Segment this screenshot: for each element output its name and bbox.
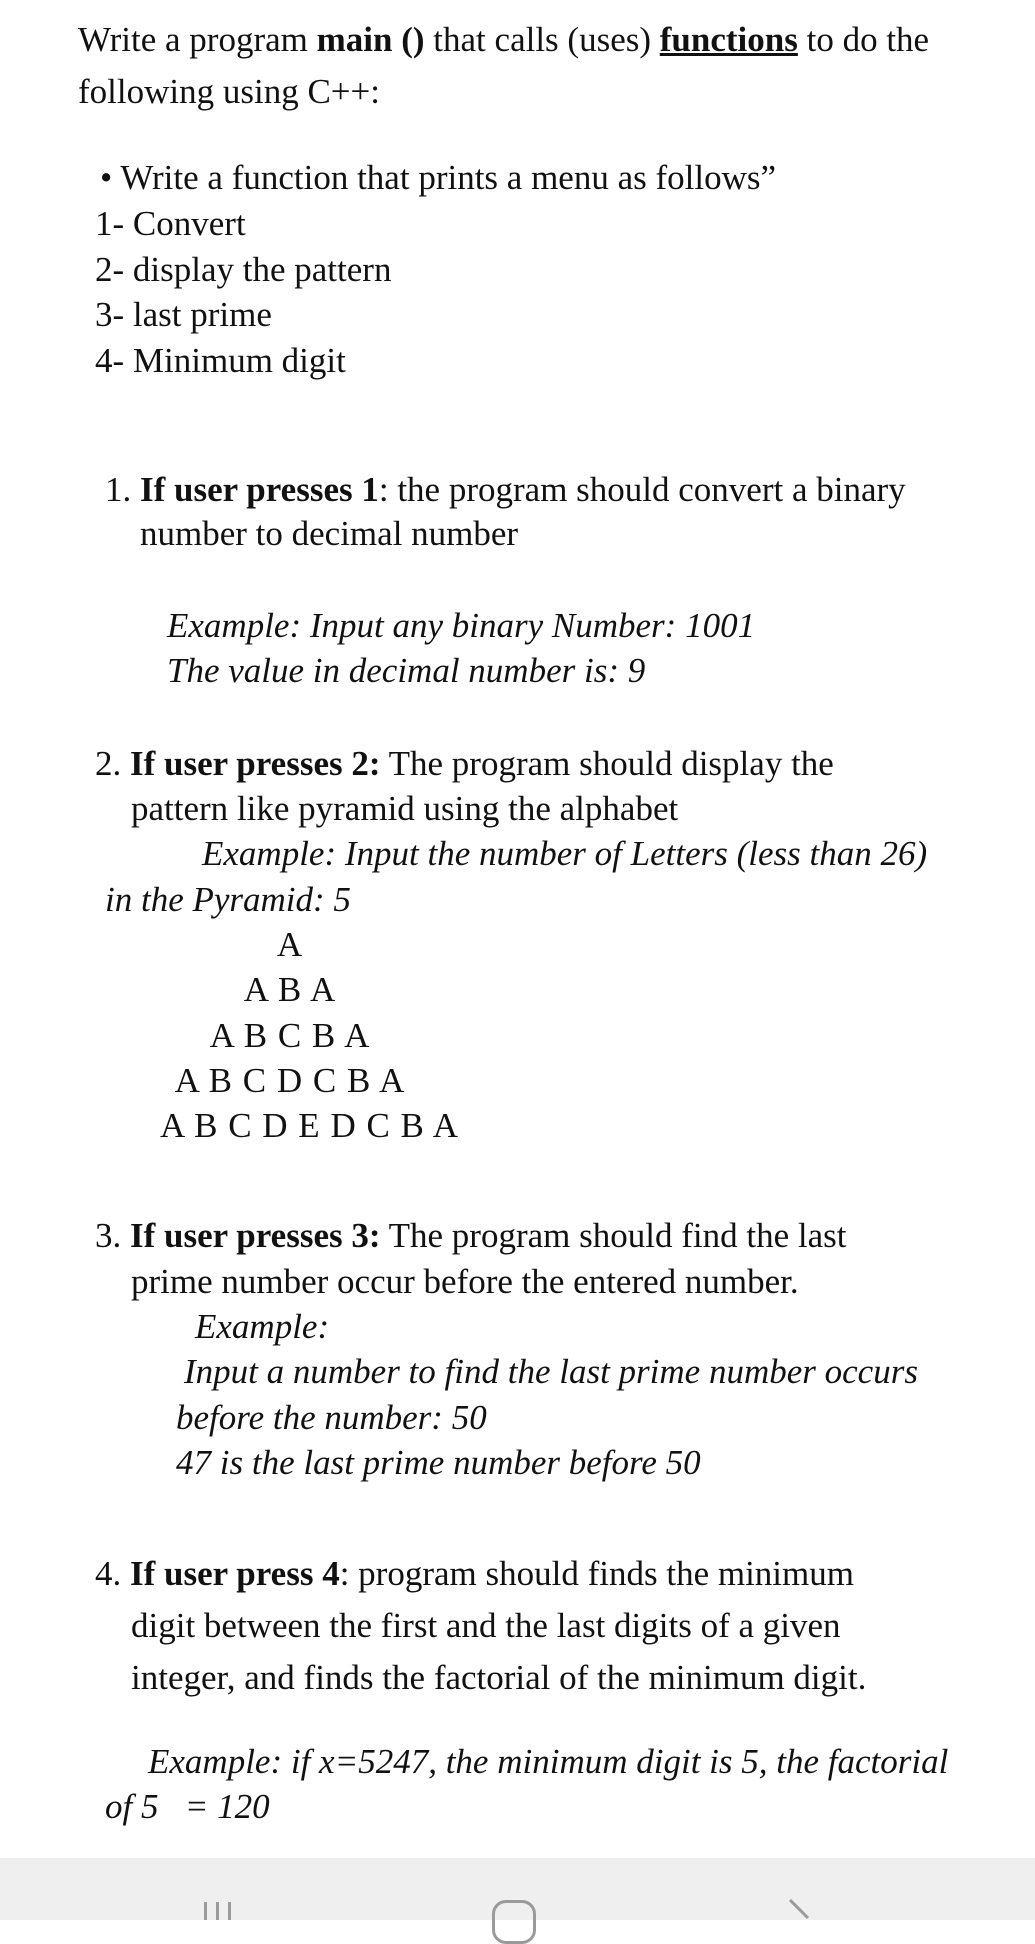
menu-item: 2- display the pattern: [95, 250, 392, 289]
functions-keyword: functions: [659, 20, 798, 59]
menu-item: 1- Convert: [95, 204, 246, 243]
section-text: The program should find the last: [380, 1216, 847, 1255]
section-1-line-2: number to decimal number: [140, 514, 519, 553]
main-keyword: main (): [316, 20, 425, 59]
menu-item: 3- last prime: [95, 295, 272, 334]
section-1-heading: [105, 468, 906, 512]
section-text: : program should finds the minimum: [339, 1554, 854, 1593]
intro-text: to do the: [797, 20, 930, 59]
menu-bullet-text: Write a function that prints a menu as follows”: [120, 158, 777, 197]
recent-apps-icon[interactable]: [202, 1902, 244, 1920]
section-2-example-1: Example: Input the number of Letters (less than 26): [202, 834, 928, 873]
navigation-bar: [0, 1858, 1035, 1920]
section-bold-text: If user presses 2:: [130, 744, 381, 783]
section-2-line-2: pattern like pyramid using the alphabet: [131, 789, 679, 828]
pyramid-row: A: [276, 925, 304, 964]
pyramid-row: A B A: [243, 970, 337, 1009]
section-bold-text: If user press 4: [130, 1554, 340, 1593]
section-1-example-1: Example: Input any binary Number: 1001: [167, 606, 756, 645]
section-1-example-2: The value in decimal number is: 9: [167, 651, 646, 690]
section-number: 3.: [95, 1216, 122, 1255]
section-3-example-2: before the number: 50: [176, 1398, 487, 1437]
section-number: 1.: [105, 470, 132, 509]
section-number: 2.: [95, 744, 122, 783]
section-4-example-2: of 5 = 120: [105, 1787, 270, 1826]
section-3-example-1: Input a number to find the last prime number occurs: [184, 1352, 918, 1391]
intro-line-2: following using C++:: [78, 72, 380, 111]
pyramid-row: A B C D E D C B A: [160, 1106, 459, 1145]
home-icon[interactable]: [492, 1900, 536, 1944]
section-4-example-1: Example: if x=5247, the minimum digit is 5, the factorial: [148, 1742, 949, 1781]
section-2-example-2: in the Pyramid: 5: [105, 880, 351, 919]
pyramid-row: A B C D C B A: [174, 1061, 406, 1100]
menu-bullet-line: [100, 156, 776, 200]
section-4-heading: [95, 1552, 854, 1596]
section-3-line-2: prime number occur before the entered number.: [131, 1262, 799, 1301]
section-text: : the program should convert a binary: [378, 470, 906, 509]
intro-text: that calls (uses): [424, 20, 660, 59]
pyramid-row: A B C B A: [209, 1016, 371, 1055]
menu-item: 4- Minimum digit: [95, 341, 346, 380]
back-icon[interactable]: [786, 1898, 826, 1920]
section-4-line-3: integer, and finds the factorial of the minimum digit.: [131, 1658, 867, 1697]
intro-text: Write a program: [78, 20, 317, 59]
section-3-heading: [95, 1214, 846, 1258]
section-3-example-3: 47 is the last prime number before 50: [176, 1443, 701, 1482]
section-bold-text: If user presses 3:: [130, 1216, 381, 1255]
intro-line-1: [78, 18, 929, 62]
section-bold-text: If user presses 1: [140, 470, 379, 509]
section-number: 4.: [95, 1554, 122, 1593]
section-text: The program should display the: [380, 744, 834, 783]
section-2-heading: [95, 742, 834, 786]
section-4-line-2: digit between the first and the last digits of a given: [131, 1606, 841, 1645]
section-3-example-label: Example:: [195, 1307, 330, 1346]
bullet-icon: •: [100, 158, 113, 197]
